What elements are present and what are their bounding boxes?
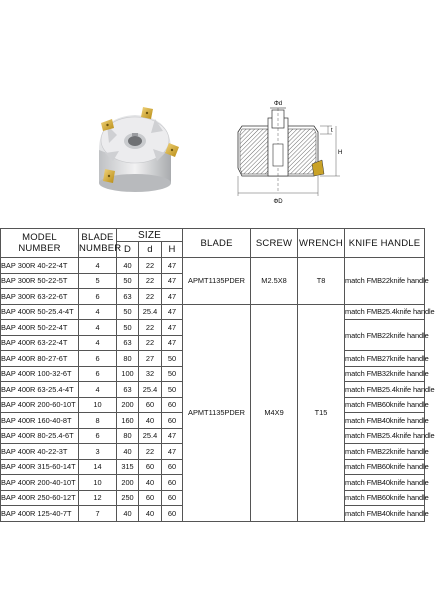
- cell-handle: match FMB25.4knife handle: [345, 382, 425, 398]
- header-screw: SCREW: [251, 229, 298, 258]
- dim-h-label: H: [338, 150, 343, 156]
- cell-d: 32: [139, 366, 162, 382]
- face-mill-product-photo: [85, 95, 185, 205]
- cell-D: 40: [117, 258, 139, 274]
- cell-d: 60: [139, 397, 162, 413]
- cell-model: BAP 400R 50-25.4-4T: [1, 304, 79, 320]
- cell-blades: 6: [79, 366, 117, 382]
- cell-handle: match FMB22knife handle: [345, 320, 425, 351]
- cell-H: 47: [162, 444, 183, 460]
- cell-blades: 4: [79, 258, 117, 274]
- dim-D-label: ΦD: [273, 199, 283, 205]
- cell-wrench-group1: T8: [298, 258, 345, 305]
- cell-blades: 5: [79, 273, 117, 289]
- header-wrench: WRENCH: [298, 229, 345, 258]
- cell-blades: 7: [79, 506, 117, 522]
- cell-d: 22: [139, 320, 162, 336]
- cell-D: 100: [117, 366, 139, 382]
- cell-blades: 4: [79, 304, 117, 320]
- cell-model: BAP 400R 250-60-12T: [1, 490, 79, 506]
- cell-D: 50: [117, 304, 139, 320]
- cell-blades: 14: [79, 459, 117, 475]
- cell-D: 50: [117, 320, 139, 336]
- cell-H: 60: [162, 475, 183, 491]
- cell-blades: 3: [79, 444, 117, 460]
- header-size: SIZE: [117, 229, 183, 242]
- cell-handle: match FMB22knife handle: [345, 444, 425, 460]
- cell-D: 160: [117, 413, 139, 429]
- cell-model: BAP 400R 100-32-6T: [1, 366, 79, 382]
- cell-model: BAP 400R 63-25.4-4T: [1, 382, 79, 398]
- cell-H: 50: [162, 366, 183, 382]
- cell-D: 200: [117, 397, 139, 413]
- cell-blades: 4: [79, 320, 117, 336]
- cell-H: 47: [162, 335, 183, 351]
- cell-handle: match FMB25.4knife handle: [345, 304, 425, 320]
- header-blade-number-line1: BLADE: [81, 232, 114, 243]
- cell-H: 60: [162, 490, 183, 506]
- header-blade-number: [79, 229, 122, 258]
- cell-d: 40: [139, 413, 162, 429]
- cell-H: 47: [162, 428, 183, 444]
- cell-D: 200: [117, 475, 139, 491]
- cell-H: 50: [162, 351, 183, 367]
- cell-blade-group2: APMT1135PDER: [183, 304, 251, 521]
- cell-model: BAP 400R 125-40-7T: [1, 506, 79, 522]
- cell-D: 40: [117, 444, 139, 460]
- technical-drawing: [228, 96, 348, 208]
- cell-H: 47: [162, 258, 183, 274]
- cell-wrench-group2: T15: [298, 304, 345, 521]
- cell-handle: match FMB27knife handle: [345, 351, 425, 367]
- cell-model: BAP 400R 160-40-8T: [1, 413, 79, 429]
- cell-model: BAP 400R 40-22-3T: [1, 444, 79, 460]
- cell-handle: match FMB40knife handle: [345, 475, 425, 491]
- cell-blade-group1: APMT1135PDER: [183, 258, 251, 305]
- spec-table: [0, 228, 435, 522]
- cell-d: 22: [139, 444, 162, 460]
- header-size-D: D: [117, 242, 139, 258]
- cell-H: 60: [162, 506, 183, 522]
- cell-handle: match FMB40knife handle: [345, 413, 425, 429]
- cell-d: 60: [139, 459, 162, 475]
- cell-d: 25.4: [139, 428, 162, 444]
- header-knife-handle: KNIFE HANDLE: [345, 229, 425, 258]
- cell-H: 50: [162, 382, 183, 398]
- cell-H: 47: [162, 304, 183, 320]
- cell-d: 25.4: [139, 304, 162, 320]
- cell-D: 63: [117, 335, 139, 351]
- cell-H: 60: [162, 397, 183, 413]
- cell-handle: match FMB22knife handle: [345, 258, 425, 305]
- dim-t-label: t: [331, 128, 333, 134]
- cell-handle: match FMB25.4knife handle: [345, 428, 425, 444]
- cell-model: BAP 400R 80-25.4-6T: [1, 428, 79, 444]
- cell-H: 47: [162, 320, 183, 336]
- cell-model: BAP 400R 200-40-10T: [1, 475, 79, 491]
- cell-blades: 6: [79, 289, 117, 305]
- cell-H: 60: [162, 459, 183, 475]
- cell-blades: 6: [79, 428, 117, 444]
- cell-d: 22: [139, 335, 162, 351]
- cell-blades: 12: [79, 490, 117, 506]
- header-size-H: H: [162, 242, 183, 258]
- header-blade-number-line2: NUMBER: [79, 243, 122, 254]
- cell-blades: 4: [79, 335, 117, 351]
- dim-d-top-label: Φd: [273, 101, 283, 107]
- cell-model: BAP 400R 200-60-10T: [1, 397, 79, 413]
- cell-d: 60: [139, 490, 162, 506]
- cell-blades: 4: [79, 382, 117, 398]
- cell-model: BAP 300R 50-22-5T: [1, 273, 79, 289]
- cell-H: 60: [162, 413, 183, 429]
- cell-blades: 6: [79, 351, 117, 367]
- cell-screw-group2: M4X9: [251, 304, 298, 521]
- cell-d: 22: [139, 258, 162, 274]
- table-row: [1, 304, 425, 320]
- cell-model: BAP 300R 63-22-6T: [1, 289, 79, 305]
- cell-model: BAP 400R 50-22-4T: [1, 320, 79, 336]
- cell-blades: 10: [79, 397, 117, 413]
- cell-model: BAP 400R 80-27-6T: [1, 351, 79, 367]
- cell-d: 22: [139, 273, 162, 289]
- cell-handle: match FMB40knife handle: [345, 506, 425, 522]
- header-model-number: MODEL NUMBER: [1, 229, 79, 258]
- table-row: [1, 258, 425, 274]
- cell-model: BAP 400R 63-22-4T: [1, 335, 79, 351]
- cell-D: 250: [117, 490, 139, 506]
- cell-blades: 8: [79, 413, 117, 429]
- cell-d: 22: [139, 289, 162, 305]
- cell-handle: match FMB60knife handle: [345, 490, 425, 506]
- cell-handle: match FMB60knife handle: [345, 397, 425, 413]
- cell-H: 47: [162, 289, 183, 305]
- cell-D: 50: [117, 273, 139, 289]
- cell-D: 63: [117, 382, 139, 398]
- cell-d: 40: [139, 475, 162, 491]
- cell-D: 80: [117, 351, 139, 367]
- cell-D: 315: [117, 459, 139, 475]
- cell-blades: 10: [79, 475, 117, 491]
- cell-handle: match FMB60knife handle: [345, 459, 425, 475]
- cell-d: 40: [139, 506, 162, 522]
- cell-handle: match FMB32knife handle: [345, 366, 425, 382]
- cell-model: BAP 400R 315-60-14T: [1, 459, 79, 475]
- cell-D: 80: [117, 428, 139, 444]
- cell-d: 27: [139, 351, 162, 367]
- cell-H: 47: [162, 273, 183, 289]
- cell-model: BAP 300R 40-22-4T: [1, 258, 79, 274]
- cell-D: 40: [117, 506, 139, 522]
- header-blade: BLADE: [183, 229, 251, 258]
- cell-d: 25.4: [139, 382, 162, 398]
- header-size-d: d: [139, 242, 162, 258]
- cell-screw-group1: M2.5X8: [251, 258, 298, 305]
- cell-D: 63: [117, 289, 139, 305]
